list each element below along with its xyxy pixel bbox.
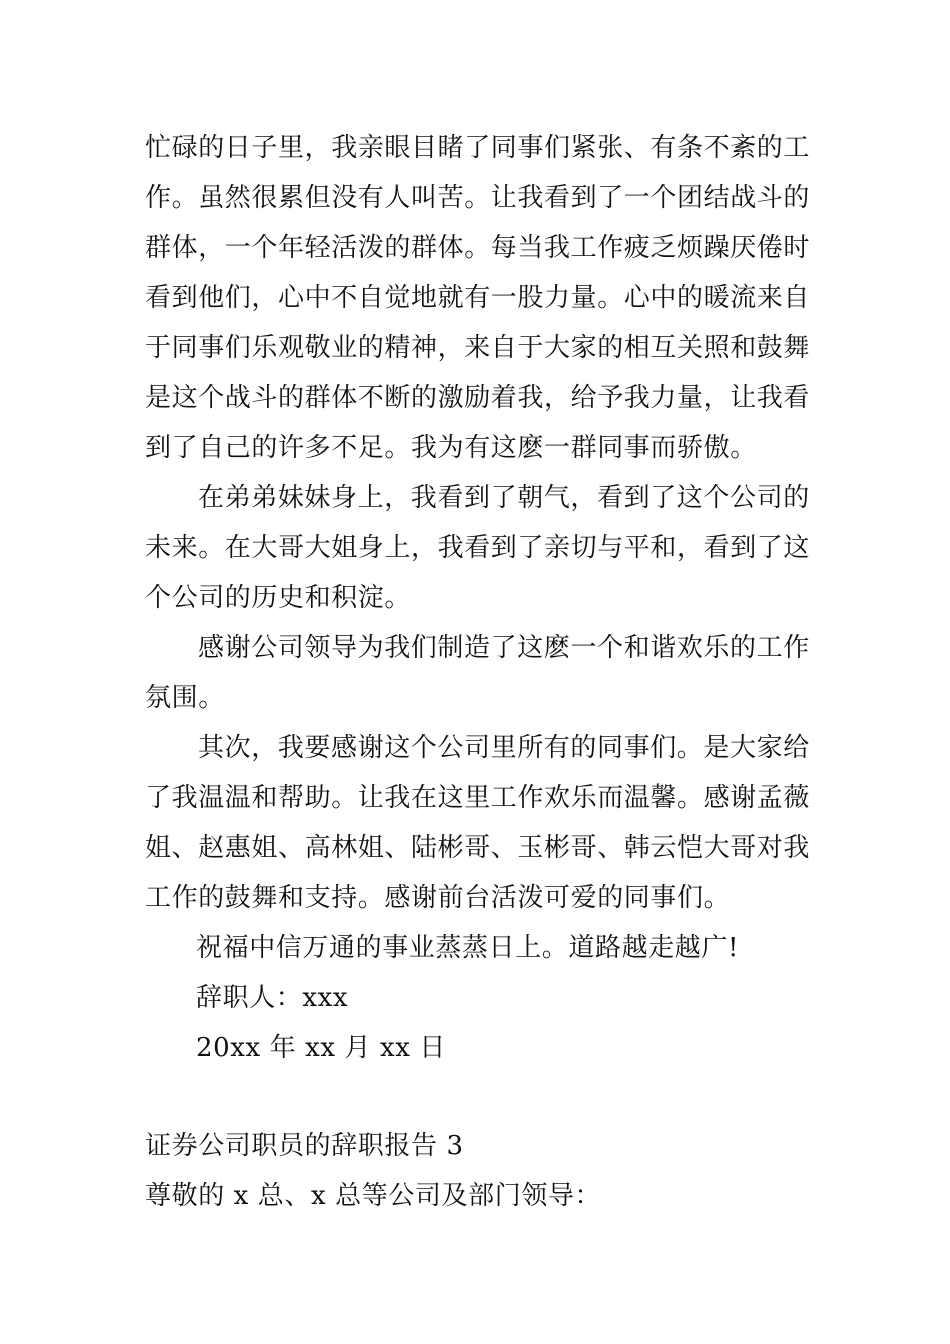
blessing-line: 祝福中信万通的事业蒸蒸日上。道路越走越广! <box>196 933 740 963</box>
paragraph-3-line-2: 氛围。 <box>145 683 225 713</box>
paragraph-1-line-3: 群体，一个年轻活泼的群体。每当我工作疲乏烦躁厌倦时 <box>145 233 811 263</box>
section-title: 证券公司职员的辞职报告 3 <box>145 1131 464 1161</box>
paragraph-4-line-1: 其次，我要感谢这个公司里所有的同事们。是大家给 <box>198 733 810 763</box>
paragraph-4-line-4: 工作的鼓舞和支持。感谢前台活泼可爱的同事们。 <box>145 883 731 913</box>
paragraph-4-line-3: 姐、赵惠姐、高林姐、陆彬哥、玉彬哥、韩云恺大哥对我 <box>145 833 811 863</box>
paragraph-1-line-7: 到了自己的许多不足。我为有这麽一群同事而骄傲。 <box>145 433 757 463</box>
date-line: 20xx 年 xx 月 xx 日 <box>196 1033 446 1063</box>
paragraph-3-line-1: 感谢公司领导为我们制造了这麽一个和谐欢乐的工作 <box>198 633 810 663</box>
paragraph-1-line-5: 于同事们乐观敬业的精神，来自于大家的相互关照和鼓舞 <box>145 333 811 363</box>
salutation-line: 尊敬的 x 总、x 总等公司及部门领导： <box>145 1181 602 1211</box>
paragraph-2-line-2: 未来。在大哥大姐身上，我看到了亲切与平和，看到了这 <box>145 533 811 563</box>
paragraph-2-line-3: 个公司的历史和积淀。 <box>145 583 412 613</box>
paragraph-4-line-2: 了我温温和帮助。让我在这里工作欢乐而温馨。感谢孟薇 <box>145 783 811 813</box>
paragraph-1-line-1: 忙碌的日子里，我亲眼目睹了同事们紧张、有条不紊的工 <box>145 133 811 163</box>
paragraph-1-line-4: 看到他们，心中不自觉地就有一股力量。心中的暖流来自 <box>145 283 811 313</box>
paragraph-1-line-6: 是这个战斗的群体不断的激励着我，给予我力量，让我看 <box>145 383 811 413</box>
paragraph-2-line-1: 在弟弟妹妹身上，我看到了朝气，看到了这个公司的 <box>198 483 810 513</box>
paragraph-1-line-2: 作。虽然很累但没有人叫苦。让我看到了一个团结战斗的 <box>145 183 811 213</box>
signer-line: 辞职人：xxx <box>196 983 349 1013</box>
